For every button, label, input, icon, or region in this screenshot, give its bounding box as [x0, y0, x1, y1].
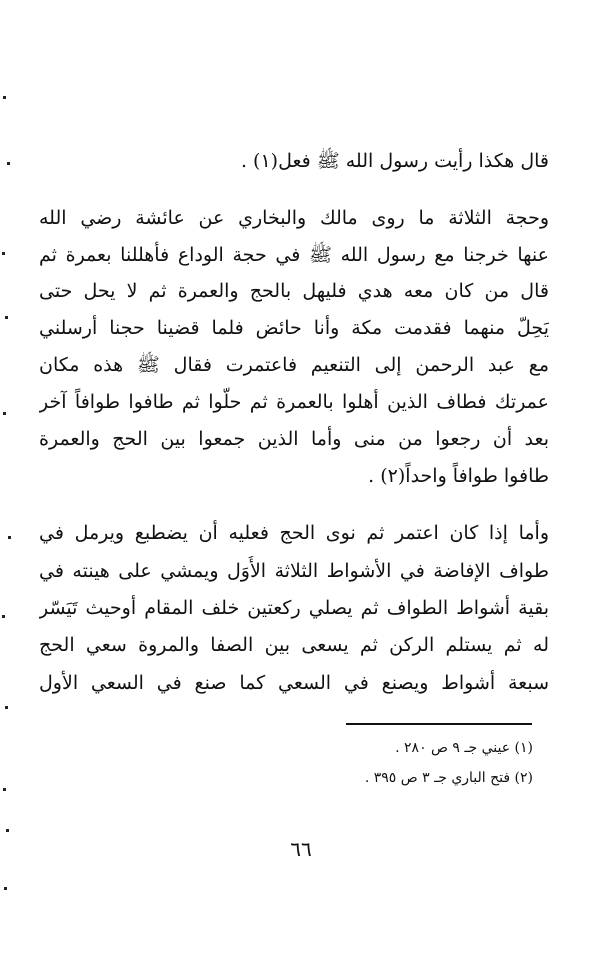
text-line: عنها خرجنا مع رسول الله ﷺ في حجة الوداع فأهللنا بعمرة ثم: [39, 244, 549, 266]
text-line: قال هكذا رأيت رسول الله ﷺ فعل(١) .: [240, 150, 549, 172]
text-line: طواف الإفاضة في الأشواط الثلاثة الأُوَل ويمشي على هينته في: [39, 560, 549, 582]
text-line: سبعة أشواط ويصنع في السعي كما صنع في السعي الأول: [39, 672, 549, 694]
text-line: له ثم يستلم الركن ثم يسعى بين الصفا والمروة سعي الحج: [39, 634, 549, 656]
footnote-2: (٢) فتح الباري جـ ٣ ص ٣٩٥ .: [364, 770, 533, 786]
scan-mark: [2, 615, 5, 618]
footnote-1: (١) عيني جـ ٩ ص ٢٨٠ .: [395, 740, 533, 756]
scan-mark: [6, 829, 9, 832]
scan-mark: [3, 96, 6, 99]
text-line: وحجة الثلاثة ما روى مالك والبخاري عن عائشة رضي الله: [39, 207, 549, 229]
text-line: بعد أن رجعوا من منى وأما الذين جمعوا بين الحج والعمرة: [39, 428, 549, 450]
page-number: ٦٦: [290, 837, 312, 861]
scan-mark: [3, 788, 6, 791]
scan-mark: [4, 887, 7, 890]
text-line: بقية أشواط الطواف ثم يصلي ركعتين خلف المقام أوحيث تَيَسّر: [39, 597, 549, 619]
scan-mark: [8, 536, 11, 539]
footnote-separator: [346, 723, 532, 725]
scan-mark: [5, 706, 8, 709]
scan-mark: [5, 316, 8, 319]
text-line: قال من كان معه هدي فليهل بالحج والعمرة ثم لا يحل حتى: [39, 280, 549, 302]
scan-mark: [3, 412, 6, 415]
scan-mark: [2, 252, 5, 255]
text-line: وأما إذا كان اعتمر ثم نوى الحج فعليه أن يضطبع ويرمل في: [39, 522, 549, 544]
text-line: مع عبد الرحمن إلى التنعيم فاعتمرت فقال ﷺ هذه مكان: [39, 354, 549, 376]
text-line: عمرتك فطاف الذين أهلوا بالعمرة ثم حلّوا ثم طافوا طوافاً آخر: [39, 391, 549, 413]
text-line: يَحِلّ منهما فقدمت مكة وأنا حائض فلما قضينا حجنا أرسلني: [39, 317, 549, 339]
text-line: طافوا طوافاً واحداً(٢) .: [368, 465, 549, 487]
scan-mark: [7, 162, 10, 165]
